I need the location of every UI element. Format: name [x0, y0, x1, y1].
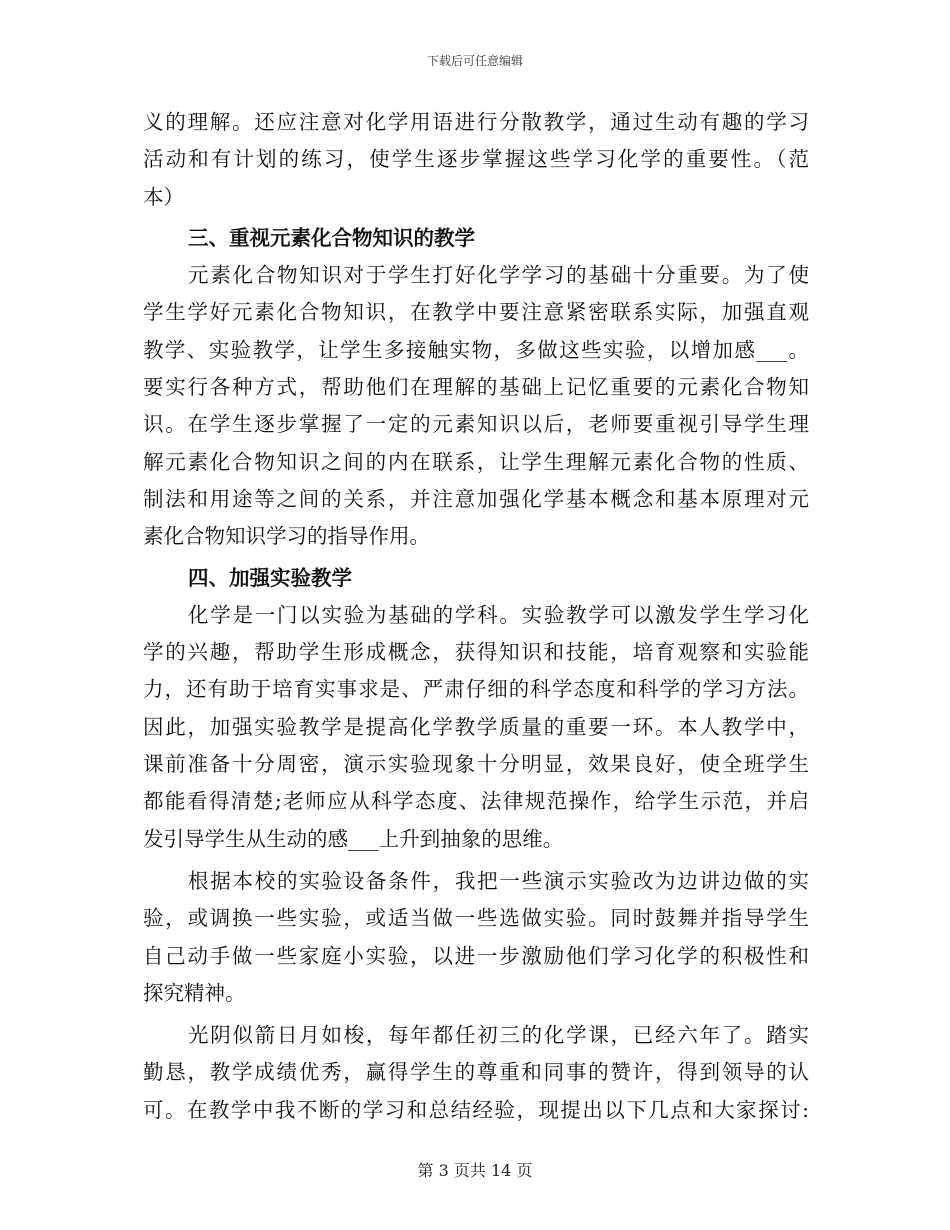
- paragraph-line: 勤恳，教学成绩优秀，赢得学生的尊重和同事的赞许，得到领导的认: [143, 1060, 809, 1085]
- paragraph-line: 素化合物知识学习的指导作用。: [143, 524, 430, 549]
- paragraph-line: 制法和用途等之间的关系，并注意加强化学基本概念和基本原理对元: [143, 486, 809, 511]
- paragraph-line: 光阴似箭日月如梭，每年都任初三的化学课，已经六年了。踏实: [188, 1023, 809, 1048]
- paragraph-line: 解元素化合物知识之间的内在联系，让学生理解元素化合物的性质、: [143, 449, 809, 474]
- page-header: 下载后可任意编辑: [426, 54, 523, 68]
- paragraph-line: 元素化合物知识对于学生打好化学学习的基础十分重要。为了使: [188, 263, 809, 288]
- paragraph-line: 学生学好元素化合物知识，在教学中要注意紧密联系实际，加强直观: [143, 300, 809, 325]
- paragraph-line: 探究精神。: [143, 980, 246, 1005]
- section-heading: 三、重视元素化合物知识的教学: [188, 225, 475, 250]
- paragraph-line: 课前准备十分周密，演示实验现象十分明显，效果良好，使全班学生: [143, 752, 809, 777]
- section-heading: 四、加强实验教学: [188, 565, 352, 590]
- paragraph-line: 要实行各种方式，帮助他们在理解的基础上记忆重要的元素化合物知: [143, 375, 809, 400]
- page-footer: 第 3 页共 14 页: [417, 1161, 533, 1180]
- paragraph-line: 根据本校的实验设备条件，我把一些演示实验改为边讲边做的实: [188, 868, 809, 893]
- document-body: [143, 104, 809, 1129]
- paragraph-line: 都能看得清楚;老师应从科学态度、法律规范操作，给学生示范，并启: [143, 789, 809, 814]
- paragraph-line: 义的理解。还应注意对化学用语进行分散教学，通过生动有趣的学习: [143, 110, 809, 134]
- paragraph-line: 识。在学生逐步掌握了一定的元素知识以后，老师要重视引导学生理: [143, 412, 809, 437]
- paragraph-line: 自己动手做一些家庭小实验，以进一步激励他们学习化学的积极性和: [143, 943, 809, 968]
- paragraph-line: 教学、实验教学，让学生多接触实物，多做这些实验，以增加感___。: [143, 337, 809, 362]
- paragraph-line: 发引导学生从生动的感___上升到抽象的思维。: [143, 826, 564, 851]
- paragraph-line: 活动和有计划的练习，使学生逐步掌握这些学习化学的重要性。（范: [143, 147, 809, 172]
- paragraph-line: 力，还有助于培育实事求是、严肃仔细的科学态度和科学的学习方法。: [143, 677, 809, 702]
- paragraph-line: 化学是一门以实验为基础的学科。实验教学可以激发学生学习化: [188, 602, 809, 627]
- paragraph-line: 验，或调换一些实验，或适当做一些选做实验。同时鼓舞并指导学生: [143, 906, 809, 931]
- paragraph-line: 可。在教学中我不断的学习和总结经验，现提出以下几点和大家探讨:: [143, 1097, 809, 1122]
- paragraph-line: 学的兴趣，帮助学生形成概念，获得知识和技能，培育观察和实验能: [143, 640, 809, 665]
- paragraph-line: 因此，加强实验教学是提高化学教学质量的重要一环。本人教学中，: [143, 714, 809, 739]
- paragraph-line: 本）: [143, 184, 184, 209]
